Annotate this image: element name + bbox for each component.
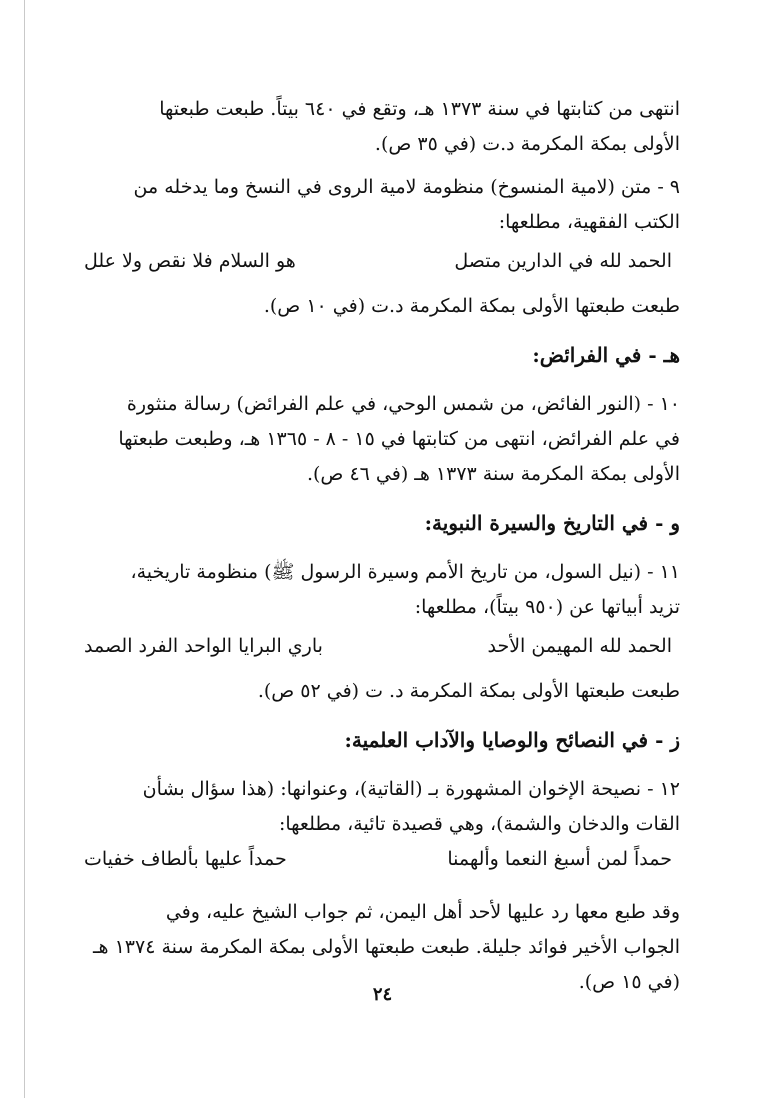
page-body xyxy=(76,92,680,1000)
item-10-paragraph: ١٠ - (النور الفائض، من شمس الوحي، في علم الفرائض) رسالة منثورة في علم الفرائض، انتهى من كتابتها في ١٥ - ٨ - ١٣٦٥ هـ، وطبعت طبعتها الأولى بمكة المكرمة سنة ١٣٧٣ هـ (في ٤٦ ص). xyxy=(118,393,680,485)
section-heading-history: و - في التاريخ والسيرة النبوية: xyxy=(424,511,680,535)
verse-second-hemistich: باري البرايا الواحد الفرد الصمد xyxy=(84,635,323,657)
verse-first-hemistich: حمداً لمن أسبغ النعما وألهمنا xyxy=(447,848,672,870)
section-heading-advice: ز - في النصائح والوصايا والآداب العلمية: xyxy=(344,728,680,752)
item-11-verse xyxy=(76,629,680,664)
verse-first-hemistich: الحمد لله المهيمن الأحد xyxy=(487,635,672,657)
page-number: ٢٤ xyxy=(372,984,393,1005)
item-12-verse xyxy=(76,842,680,877)
item-9-edition-note: طبعت طبعتها الأولى بمكة المكرمة د.ت (في ١٠ ص). xyxy=(263,295,680,317)
item-9-paragraph: ٩ - متن (لامية المنسوخ) منظومة لامية الروى في النسخ وما يدخله من الكتب الفقهية، مطلعها: xyxy=(133,176,680,233)
item-12-paragraph: ١٢ - نصيحة الإخوان المشهورة بـ (القاتية)، وعنوانها: (هذا سؤال بشأن القات والدخان والشمة)، وهي قصيدة تائية، مطلعها: xyxy=(142,778,680,835)
item-11-edition-note: طبعت طبعتها الأولى بمكة المكرمة د. ت (في ٥٢ ص). xyxy=(257,680,680,702)
verse-first-hemistich: الحمد لله في الدارين متصل xyxy=(454,250,672,272)
verse-second-hemistich: حمداً عليها بألطاف خفيات xyxy=(84,848,287,870)
item-11-paragraph: ١١ - (نيل السول، من تاريخ الأمم وسيرة الرسول ﷺ) منظومة تاريخية، تزيد أبياتها عن (٩٥٠ بيتاً)، مطلعها: xyxy=(130,561,680,618)
paragraph-continuation: انتهى من كتابتها في سنة ١٣٧٣ هـ، وتقع في ٦٤٠ بيتاً. طبعت طبعتها الأولى بمكة المكرمة د.ت (في ٣٥ ص). xyxy=(159,98,680,155)
item-12-closing-paragraph: وقد طبع معها رد عليها لأحد أهل اليمن، ثم جواب الشيخ عليه، وفي الجواب الأخير فوائد جليلة. طبعت طبعتها الأولى بمكة المكرمة سنة ١٣٧٤ هـ (في ١٥ ص). xyxy=(92,901,680,993)
verse-second-hemistich: هو السلام فلا نقص ولا علل xyxy=(84,250,296,272)
item-9-verse xyxy=(76,244,680,279)
page-margin-line xyxy=(24,0,25,1098)
section-heading-inheritance: هـ - في الفرائض: xyxy=(532,343,680,367)
